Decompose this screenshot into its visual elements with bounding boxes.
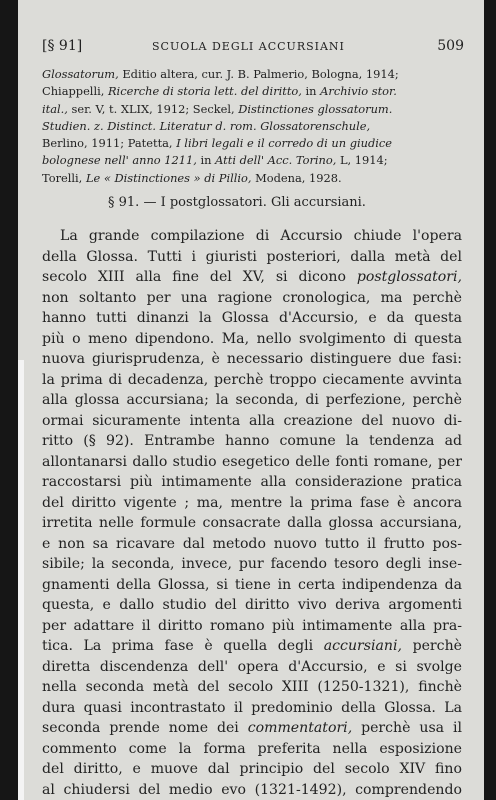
text-segment: per adattare il diritto romano più intimamente alla pra- xyxy=(42,617,462,634)
text-segment: sibile; la seconda, invece, pur facendo tesoro degli inse- xyxy=(42,556,462,572)
text-segment: perchè usa il xyxy=(352,720,462,736)
text-segment: del diritto, e muove dal principio del secolo XIV fino xyxy=(42,761,462,777)
book-page xyxy=(18,0,484,800)
reference-line xyxy=(42,135,462,152)
body-line xyxy=(42,370,462,391)
text-segment: più o meno dipendono. Ma, nello svolgimento di questa xyxy=(42,330,462,347)
body-line xyxy=(42,616,462,637)
italic-text: commentatori, xyxy=(247,720,353,736)
italic-text: Archivio stor. xyxy=(320,84,397,99)
text-segment: nuova giurisprudenza, è necessario distinguere due fasi: xyxy=(42,351,462,367)
body-line xyxy=(42,288,462,309)
page-number: 509 xyxy=(437,38,464,54)
text-segment: del diritto vigente ; ma, mentre la prima fase è ancora xyxy=(42,494,462,511)
text-segment: perchè xyxy=(401,638,462,654)
body-line xyxy=(42,595,462,616)
body-line xyxy=(42,349,462,370)
text-segment: ser. V, t. XLIX, 1912; Seckel, xyxy=(67,101,239,116)
text-segment: della Glossa. Tutti i giuristi posteriori, dalla metà del xyxy=(42,248,462,265)
body-text xyxy=(42,226,462,800)
text-segment: Editio altera, cur. J. B. Palmerio, Bologna, 1914; xyxy=(118,67,399,81)
italic-text: bolognese nell' anno 1211, xyxy=(42,153,197,168)
text-segment: non soltanto per una ragione cronologica, ma perchè xyxy=(42,289,462,306)
reference-line xyxy=(42,170,462,187)
text-segment: tica. La prima fase è quella degli xyxy=(42,638,324,654)
body-line xyxy=(42,493,462,514)
italic-text: postglossatori, xyxy=(356,269,462,285)
body-line xyxy=(42,575,462,596)
body-line xyxy=(42,431,462,452)
body-line xyxy=(42,718,462,739)
reference-line xyxy=(42,118,462,135)
body-line xyxy=(42,390,462,411)
section-title: § 91. — I postglossatori. Gli accursiani. xyxy=(108,195,366,210)
italic-text: Studien. z. Distinct. Literatur d. rom. Glossatorenschule, xyxy=(42,118,371,133)
text-segment: diretta discendenza dell' opera d'Accursio, e si svolge xyxy=(42,658,462,675)
text-segment: ormai sicuramente intenta alla creazione del nuovo di- xyxy=(42,412,462,429)
text-segment: commento come la forma preferita nella esposizione xyxy=(42,740,462,757)
text-segment: Chiappelli, xyxy=(42,84,108,99)
text-segment: questa, e dallo studio del diritto vivo deriva argomenti xyxy=(42,597,462,613)
text-segment: nella seconda metà del secolo XIII (1250-1321), finchè xyxy=(42,679,462,695)
text-segment: in xyxy=(196,153,216,168)
body-line xyxy=(42,513,462,534)
reference-line xyxy=(42,66,462,83)
text-segment: dura quasi incontrastato il predominio della Glossa. La xyxy=(42,699,462,716)
italic-text: Glossatorum, xyxy=(42,67,119,81)
italic-text: Le « Distinctiones » di Pillio, xyxy=(85,170,252,185)
text-segment: secolo XIII alla fine del XV, si dicono xyxy=(42,269,357,285)
text-segment: e non sa ricavare dal metodo nuovo tutto il frutto pos- xyxy=(42,535,462,552)
body-line xyxy=(42,759,462,780)
body-line xyxy=(42,411,462,432)
body-line xyxy=(42,329,462,350)
text-segment: L, 1914; xyxy=(336,153,388,168)
reference-line xyxy=(42,83,462,100)
text-segment: raccostarsi più intimamente alla considerazione pratica xyxy=(42,474,462,490)
italic-text: Atti dell' Acc. Torino, xyxy=(215,153,337,168)
text-segment: allontanarsi dallo studio esegetico delle fonti romane, per xyxy=(42,453,462,470)
body-line xyxy=(42,226,462,247)
text-segment: la prima di decadenza, perchè troppo ciecamente avvinta xyxy=(42,371,462,388)
italic-text: ital., xyxy=(42,101,68,116)
body-line xyxy=(42,739,462,760)
body-line xyxy=(42,308,462,329)
text-segment: Torelli, xyxy=(42,170,86,185)
text-segment: seconda prende nome dei xyxy=(42,720,248,736)
body-line xyxy=(42,452,462,473)
bibliography-references xyxy=(42,66,462,187)
text-segment: Modena, 1928. xyxy=(251,170,342,185)
text-segment: La grande compilazione di Accursio chiude l'opera xyxy=(60,228,462,244)
italic-text: Ricerche di storia lett. del diritto, xyxy=(107,84,302,99)
body-line xyxy=(42,698,462,719)
text-segment: irretita nelle formule consacrate dalla glossa accursiana, xyxy=(42,515,462,531)
body-line xyxy=(42,554,462,575)
text-segment: in xyxy=(301,84,321,99)
reference-line xyxy=(42,101,462,118)
text-segment: alla glossa accursiana; la seconda, di perfezione, perchè xyxy=(42,392,462,408)
text-segment: gnamenti della Glossa, si tiene in certa indipendenza da xyxy=(42,576,462,593)
body-line xyxy=(42,267,462,288)
body-line xyxy=(42,677,462,698)
text-segment: al chiudersi del medio evo (1321-1492), comprendendo xyxy=(42,781,462,798)
body-line xyxy=(42,534,462,555)
body-line xyxy=(42,247,462,268)
reference-line xyxy=(42,152,462,169)
body-line xyxy=(42,636,462,657)
body-line xyxy=(42,780,462,800)
text-segment: hanno tutti dinanzi la Glossa d'Accursio, e da questa xyxy=(42,310,462,326)
text-segment: ritto (§ 92). Entrambe hanno comune la tendenza ad xyxy=(42,433,462,449)
page-edge-strip xyxy=(18,360,24,800)
header-title: SCUOLA DEGLI ACCURSIANI xyxy=(152,40,345,53)
text-segment: Berlino, 1911; Patetta, xyxy=(42,136,177,151)
running-header xyxy=(42,38,464,58)
italic-text: Distinctiones glossatorum. xyxy=(238,101,393,116)
body-line xyxy=(42,657,462,678)
italic-text: I libri legali e il corredo di un giudice xyxy=(176,136,393,151)
italic-text: accursiani, xyxy=(323,638,402,654)
body-line xyxy=(42,472,462,493)
header-section-ref: [§ 91] xyxy=(42,38,83,54)
